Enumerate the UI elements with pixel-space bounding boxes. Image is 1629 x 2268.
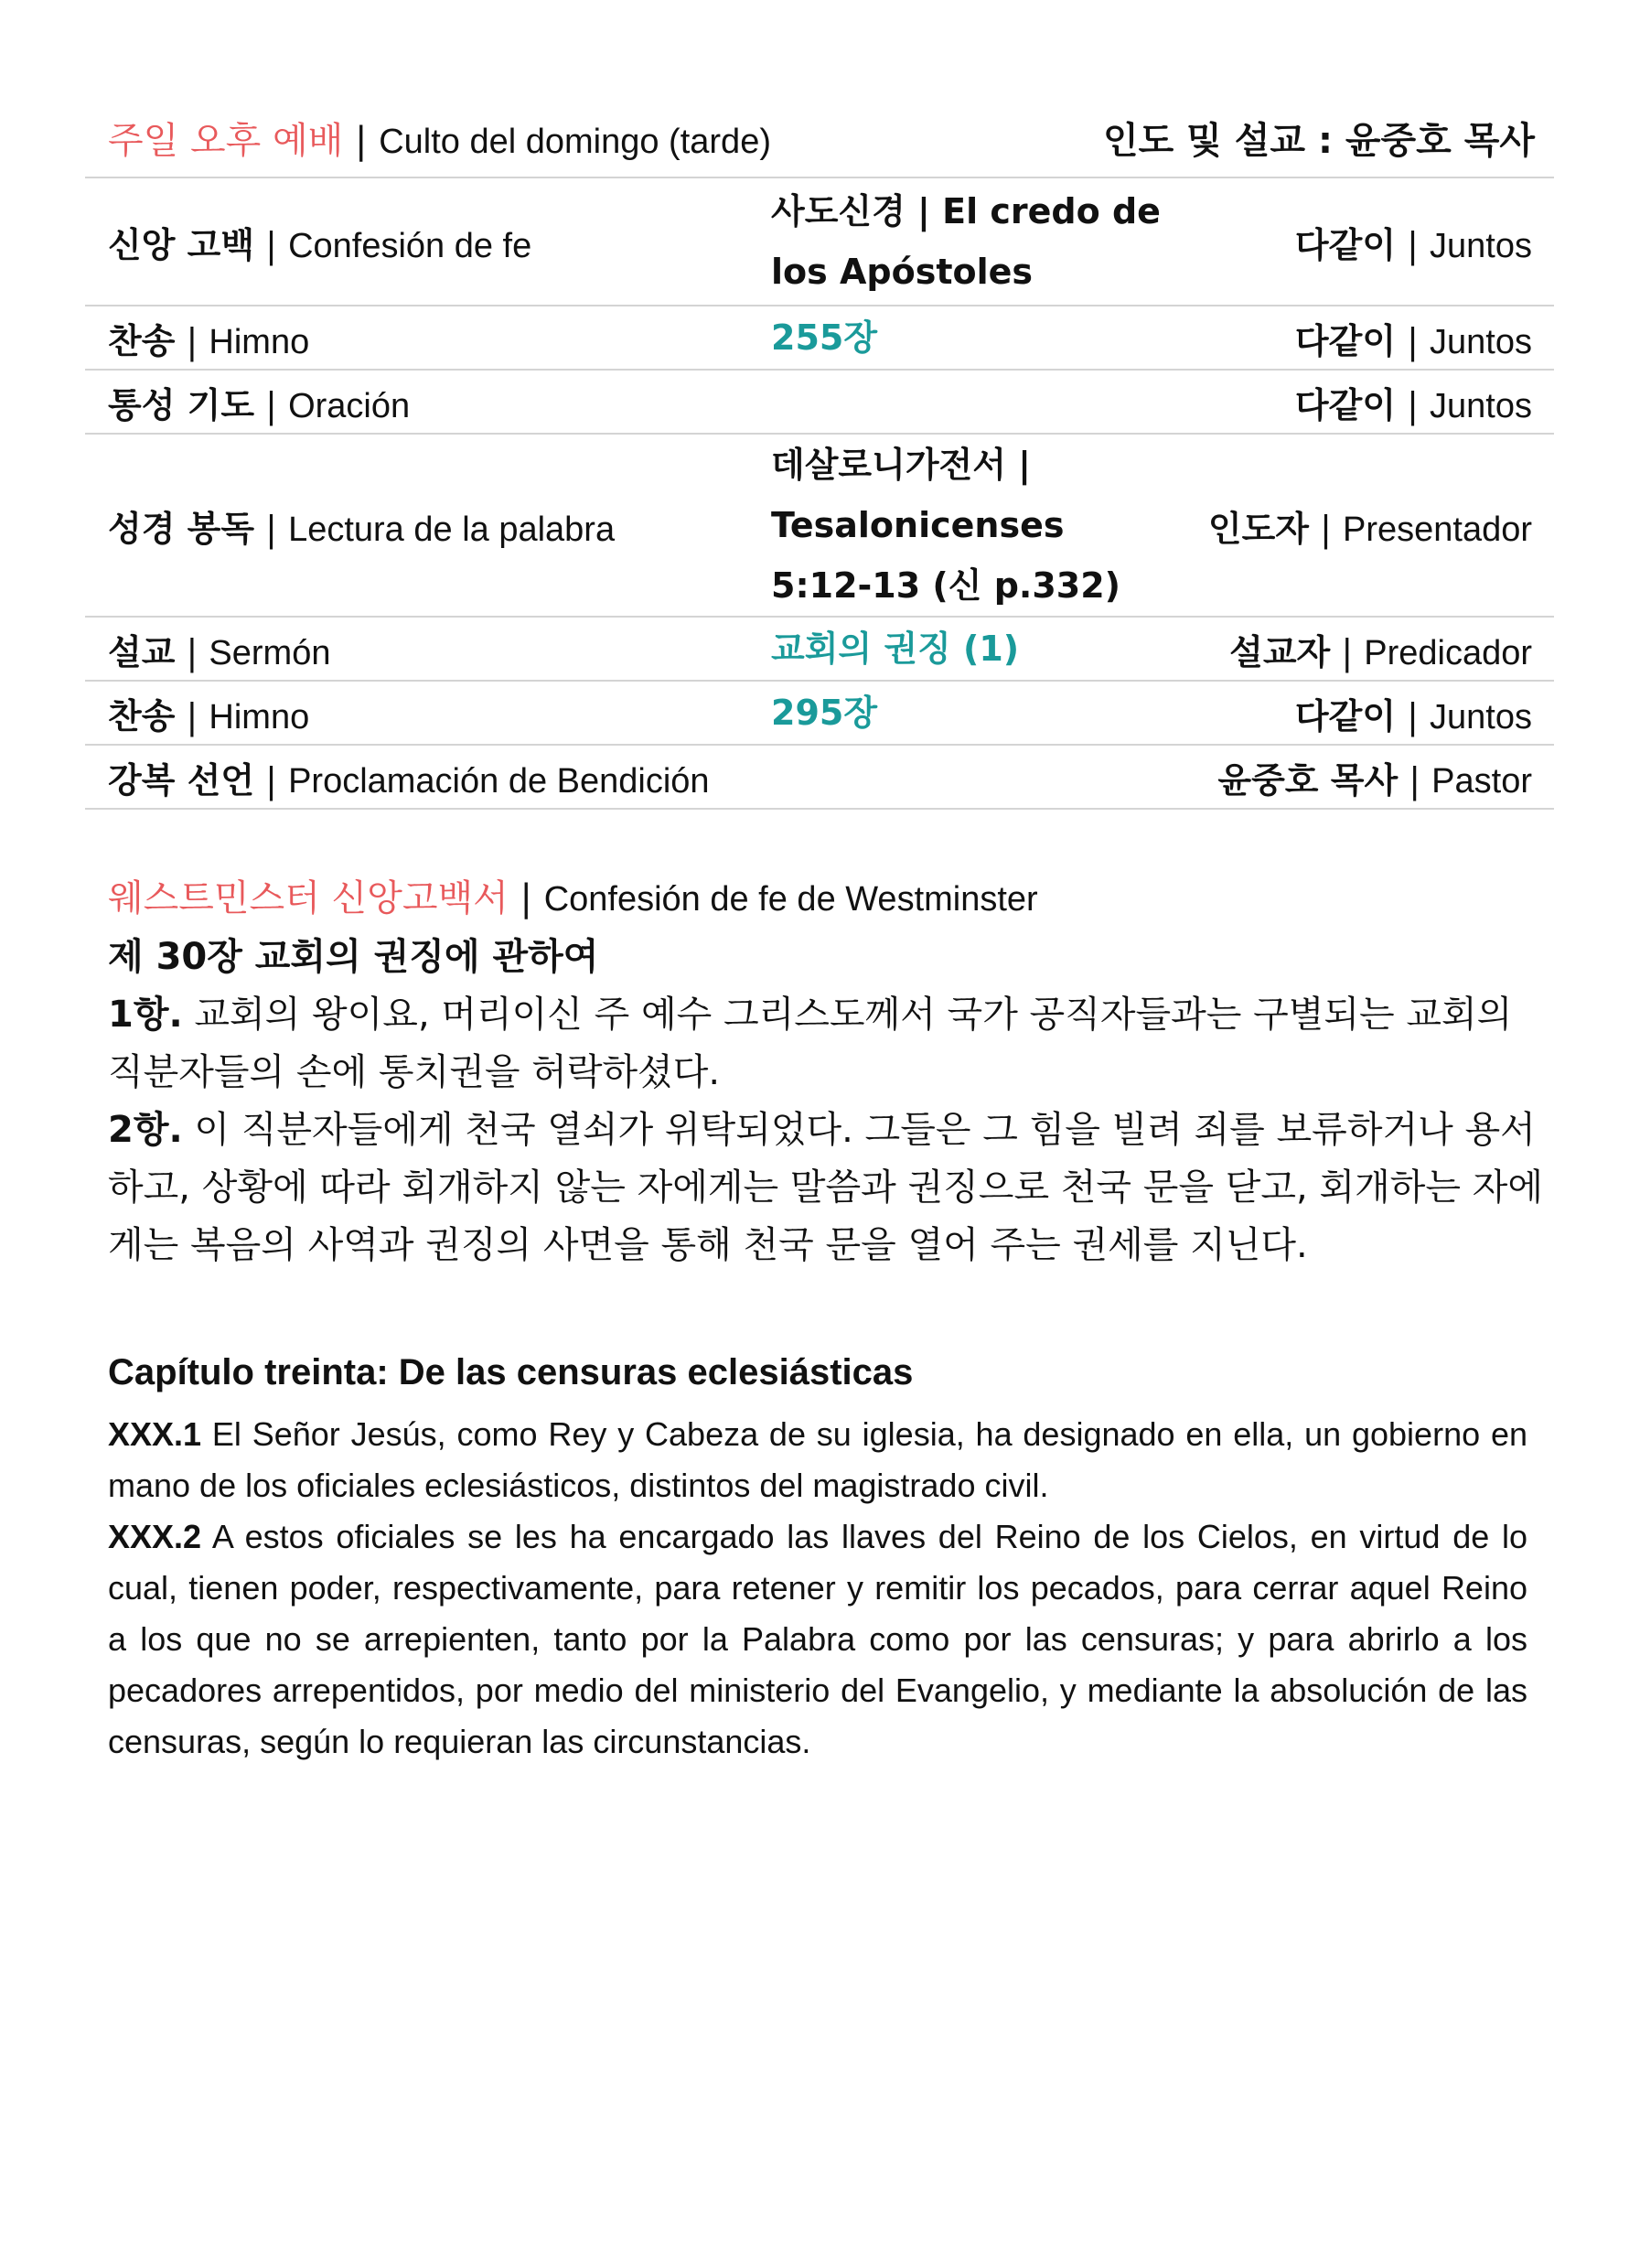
order-role-separator: | <box>1409 759 1421 801</box>
order-role-ko: 다같이 <box>1294 320 1397 361</box>
confession-korean <box>108 929 1544 1274</box>
order-item-separator: | <box>186 695 198 736</box>
order-role-es: Pastor <box>1431 761 1532 801</box>
section-xxx1 <box>108 1409 1527 1511</box>
service-leader: 인도 및 설교 : 윤중호 목사 <box>1102 119 1535 162</box>
order-item-ko: 강복 선언 <box>108 759 255 801</box>
order-role-separator: | <box>1407 320 1419 361</box>
section-xxx1-text: El Señor Jesús, como Rey y Cabeza de su iglesia, ha designado en ella, un gobierno en mano de los oficiales eclesiásticos, distintos del magistrado civil. <box>108 1415 1527 1504</box>
confession-title-ko: 웨스트민스터 신앙고백서 <box>108 877 509 919</box>
order-item-ko: 찬송 <box>108 320 176 361</box>
order-item <box>108 688 309 738</box>
order-item-detail-line: 255장 <box>771 317 878 358</box>
order-role-ko: 윤중호 목사 <box>1217 759 1399 801</box>
order-item <box>108 313 309 363</box>
order-item-role <box>1295 688 1532 738</box>
paragraph-1-label: 1항. <box>108 994 183 1036</box>
chapter-title-es: Capítulo treinta: De las censuras eclesiásticas <box>108 1352 914 1392</box>
order-item-detail-line: 교회의 권징 (1) <box>771 629 1020 669</box>
order-item-es: Proclamación de Bendición <box>288 761 710 801</box>
order-row <box>85 371 1554 435</box>
order-role-es: Juntos <box>1430 322 1532 361</box>
order-item-role <box>1295 377 1532 427</box>
order-row <box>85 435 1554 618</box>
order-role-separator: | <box>1341 631 1354 672</box>
order-row <box>85 306 1554 371</box>
confession-heading <box>108 869 1038 921</box>
order-item-detail-line: Tesalonicenses <box>771 505 1065 545</box>
paragraph-2-ko <box>108 1102 1544 1274</box>
order-item-es: Oración <box>288 386 411 425</box>
order-item-detail <box>771 307 877 368</box>
order-item-detail <box>771 435 1120 616</box>
order-item-ko: 찬송 <box>108 695 176 736</box>
service-header <box>108 110 1535 165</box>
order-item <box>108 624 330 674</box>
order-role-es: Juntos <box>1430 226 1532 265</box>
order-role-separator: | <box>1407 384 1419 425</box>
order-item <box>108 752 710 802</box>
service-title-ko: 주일 오후 예배 <box>108 119 344 162</box>
order-item-separator: | <box>265 508 277 549</box>
order-role-es: Presentador <box>1342 510 1532 549</box>
chapter-title-ko: 제 30장 교회의 권징에 관하여 <box>108 936 599 978</box>
order-item-ko: 설교 <box>108 631 176 672</box>
order-item-role <box>1295 217 1532 267</box>
title-separator: | <box>355 119 368 162</box>
section-xxx1-label: XXX.1 <box>108 1415 202 1453</box>
confession-title-es: Confesión de fe de Westminster <box>543 880 1038 919</box>
order-role-es: Juntos <box>1430 697 1532 736</box>
order-item-es: Sermón <box>209 633 331 672</box>
order-item-es: Himno <box>209 697 310 736</box>
order-role-ko: 다같이 <box>1294 224 1397 265</box>
confession-separator: | <box>520 877 532 919</box>
order-item-detail-line: 5:12-13 (신 p.332) <box>771 565 1121 606</box>
order-item-role <box>1208 500 1532 551</box>
order-item <box>108 217 531 267</box>
confession-spanish <box>108 1409 1527 1768</box>
order-item-es: Lectura de la palabra <box>288 510 616 549</box>
order-item-separator: | <box>265 224 277 265</box>
order-item <box>108 500 615 551</box>
order-item-ko: 신앙 고백 <box>108 224 255 265</box>
order-item-detail-line: 295장 <box>771 693 878 733</box>
order-item-ko: 통성 기도 <box>108 384 255 425</box>
order-role-ko: 인도자 <box>1207 508 1309 549</box>
order-row <box>85 178 1554 306</box>
order-item-ko: 성경 봉독 <box>108 508 255 549</box>
order-item-detail-line: los Apóstoles <box>771 252 1034 292</box>
order-row <box>85 618 1554 682</box>
order-item-role <box>1229 624 1532 674</box>
section-xxx2-text: A estos oficiales se les ha encargado las llaves del Reino de los Cielos, en virtud de lo cual, tienen poder, respectivamente, para retener y remitir los pecados, para cerrar aquel Reino a los que no se arrepienten, tanto por la Palabra como por las censuras; y para abrirlo a los pecadores arrepentidos, por medio del ministerio del Evangelio, y mediante la absolución de las censuras, según lo requieran las circunstancias. <box>108 1518 1527 1760</box>
order-item-es: Confesión de fe <box>288 226 532 265</box>
order-item-role <box>1217 752 1532 802</box>
order-item-separator: | <box>186 631 198 672</box>
section-xxx2 <box>108 1511 1527 1768</box>
paragraph-2-label: 2항. <box>108 1109 183 1151</box>
order-of-service <box>85 177 1554 810</box>
order-row <box>85 682 1554 746</box>
service-title <box>108 112 771 164</box>
order-item-separator: | <box>265 384 277 425</box>
order-item-detail-line: 데살로니가전서 | <box>771 445 1032 485</box>
order-item-detail <box>771 683 877 743</box>
order-row <box>85 746 1554 810</box>
order-role-ko: 설교자 <box>1229 631 1331 672</box>
order-item-role <box>1295 313 1532 363</box>
order-item-es: Himno <box>209 322 310 361</box>
order-item-detail <box>771 181 1161 302</box>
service-title-es: Culto del domingo (tarde) <box>379 122 771 161</box>
order-role-separator: | <box>1407 695 1419 736</box>
order-role-separator: | <box>1407 224 1419 265</box>
order-role-separator: | <box>1320 508 1332 549</box>
paragraph-1-text: 교회의 왕이요, 머리이신 주 예수 그리스도께서 국가 공직자들과는 구별되는 교회의 직분자들의 손에 통치권을 허락하셨다. <box>108 994 1513 1093</box>
order-item-detail-line: 사도신경 | El credo de <box>771 191 1161 231</box>
order-role-es: Juntos <box>1430 386 1532 425</box>
order-role-ko: 다같이 <box>1294 695 1397 736</box>
order-item-separator: | <box>186 320 198 361</box>
order-role-es: Predicador <box>1364 633 1532 672</box>
order-item-separator: | <box>265 759 277 801</box>
order-item <box>108 377 410 427</box>
paragraph-2-text: 이 직분자들에게 천국 열쇠가 위탁되었다. 그들은 그 힘을 빌려 죄를 보류하거나 용서하고, 상황에 따라 회개하지 않는 자에게는 말씀과 권징으로 천국 문을 닫고, 회개하는 자에게는 복음의 사역과 권징의 사면을 통해 천국 문을 열어 주는 권세를 지닌다. <box>108 1109 1544 1266</box>
paragraph-1-ko <box>108 986 1544 1102</box>
order-item-detail <box>771 618 1019 679</box>
order-role-ko: 다같이 <box>1294 384 1397 425</box>
section-xxx2-label: XXX.2 <box>108 1518 202 1555</box>
